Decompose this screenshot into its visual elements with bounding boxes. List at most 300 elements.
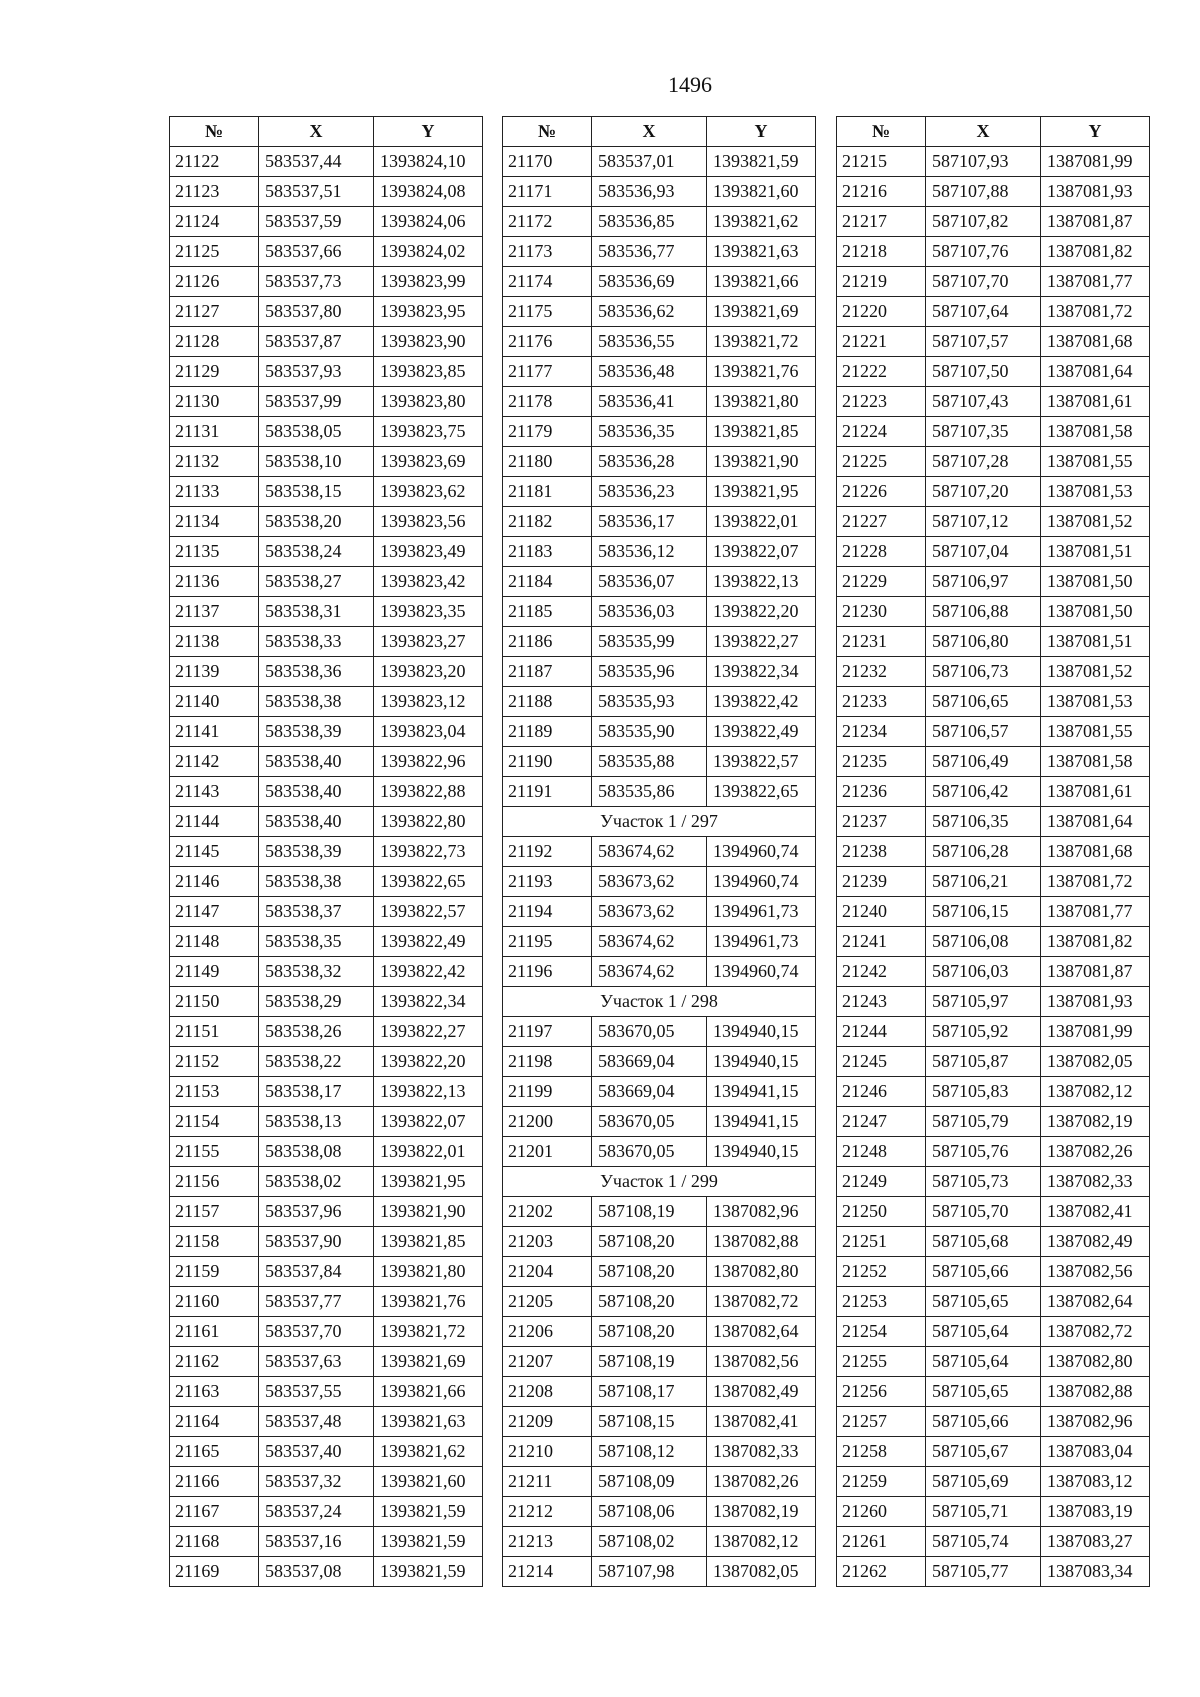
y-coordinate: 1387083,04 <box>1041 1437 1150 1467</box>
point-number: 21190 <box>503 747 592 777</box>
point-number: 21135 <box>170 537 259 567</box>
x-coordinate: 587106,49 <box>926 747 1041 777</box>
y-coordinate: 1393821,62 <box>374 1437 483 1467</box>
point-number: 21199 <box>503 1077 592 1107</box>
table-row <box>503 1317 816 1347</box>
table-row <box>503 567 816 597</box>
y-coordinate: 1393821,85 <box>707 417 816 447</box>
y-coordinate: 1387081,82 <box>1041 237 1150 267</box>
y-coordinate: 1387081,51 <box>1041 627 1150 657</box>
coordinate-tables <box>169 116 1169 1588</box>
section-title: Участок 1 / 299 <box>503 1167 816 1197</box>
x-coordinate: 587105,76 <box>926 1137 1041 1167</box>
x-coordinate: 587105,65 <box>926 1377 1041 1407</box>
point-number: 21168 <box>170 1527 259 1557</box>
x-coordinate: 587108,20 <box>592 1257 707 1287</box>
y-coordinate: 1393823,04 <box>374 717 483 747</box>
table-row <box>170 1107 483 1137</box>
point-number: 21222 <box>837 357 926 387</box>
point-number: 21260 <box>837 1497 926 1527</box>
point-number: 21224 <box>837 417 926 447</box>
point-number: 21156 <box>170 1167 259 1197</box>
table-row <box>503 1377 816 1407</box>
table-row <box>170 987 483 1017</box>
point-number: 21122 <box>170 147 259 177</box>
table-row <box>837 207 1150 237</box>
table-row <box>170 1497 483 1527</box>
table-row <box>503 237 816 267</box>
header-x: X <box>926 117 1041 147</box>
table-row <box>503 357 816 387</box>
table-row <box>837 657 1150 687</box>
table-row <box>837 777 1150 807</box>
y-coordinate: 1387081,99 <box>1041 147 1150 177</box>
point-number: 21141 <box>170 717 259 747</box>
x-coordinate: 587105,70 <box>926 1197 1041 1227</box>
x-coordinate: 583537,24 <box>259 1497 374 1527</box>
x-coordinate: 583538,33 <box>259 627 374 657</box>
x-coordinate: 583536,55 <box>592 327 707 357</box>
y-coordinate: 1393822,88 <box>374 777 483 807</box>
x-coordinate: 583536,17 <box>592 507 707 537</box>
table-row <box>170 747 483 777</box>
header-number: № <box>170 117 259 147</box>
point-number: 21176 <box>503 327 592 357</box>
x-coordinate: 587107,93 <box>926 147 1041 177</box>
x-coordinate: 587106,28 <box>926 837 1041 867</box>
table-row <box>170 507 483 537</box>
y-coordinate: 1393824,10 <box>374 147 483 177</box>
point-number: 21185 <box>503 597 592 627</box>
y-coordinate: 1393821,62 <box>707 207 816 237</box>
x-coordinate: 583535,99 <box>592 627 707 657</box>
point-number: 21139 <box>170 657 259 687</box>
table-row <box>837 1497 1150 1527</box>
y-coordinate: 1393822,01 <box>707 507 816 537</box>
point-number: 21201 <box>503 1137 592 1167</box>
y-coordinate: 1387083,12 <box>1041 1467 1150 1497</box>
table-row <box>837 297 1150 327</box>
y-coordinate: 1393823,75 <box>374 417 483 447</box>
x-coordinate: 583537,01 <box>592 147 707 177</box>
y-coordinate: 1387081,53 <box>1041 687 1150 717</box>
x-coordinate: 583537,16 <box>259 1527 374 1557</box>
point-number: 21197 <box>503 1017 592 1047</box>
point-number: 21244 <box>837 1017 926 1047</box>
point-number: 21249 <box>837 1167 926 1197</box>
x-coordinate: 583537,40 <box>259 1437 374 1467</box>
table-row <box>837 1197 1150 1227</box>
table-row <box>170 777 483 807</box>
table-row <box>837 687 1150 717</box>
x-coordinate: 587105,66 <box>926 1407 1041 1437</box>
x-coordinate: 587108,20 <box>592 1227 707 1257</box>
table-row <box>837 1377 1150 1407</box>
page-number: 1496 <box>668 72 712 97</box>
point-number: 21214 <box>503 1557 592 1587</box>
coordinate-table-1 <box>169 116 483 1587</box>
point-number: 21211 <box>503 1467 592 1497</box>
x-coordinate: 583538,40 <box>259 807 374 837</box>
table-row <box>503 777 816 807</box>
y-coordinate: 1387082,33 <box>707 1437 816 1467</box>
x-coordinate: 587105,66 <box>926 1257 1041 1287</box>
table-row <box>170 1317 483 1347</box>
point-number: 21196 <box>503 957 592 987</box>
point-number: 21223 <box>837 387 926 417</box>
point-number: 21160 <box>170 1287 259 1317</box>
y-coordinate: 1387082,72 <box>1041 1317 1150 1347</box>
y-coordinate: 1393822,73 <box>374 837 483 867</box>
x-coordinate: 583536,93 <box>592 177 707 207</box>
table-row <box>503 147 816 177</box>
table-row <box>170 207 483 237</box>
x-coordinate: 587106,42 <box>926 777 1041 807</box>
y-coordinate: 1393822,65 <box>707 777 816 807</box>
section-title: Участок 1 / 298 <box>503 987 816 1017</box>
point-number: 21182 <box>503 507 592 537</box>
x-coordinate: 587105,68 <box>926 1227 1041 1257</box>
y-coordinate: 1393821,76 <box>374 1287 483 1317</box>
point-number: 21123 <box>170 177 259 207</box>
point-number: 21213 <box>503 1527 592 1557</box>
x-coordinate: 587108,06 <box>592 1497 707 1527</box>
table-row <box>837 867 1150 897</box>
table-row <box>170 1377 483 1407</box>
y-coordinate: 1393821,63 <box>707 237 816 267</box>
table-row <box>170 1467 483 1497</box>
y-coordinate: 1393822,20 <box>707 597 816 627</box>
y-coordinate: 1393821,60 <box>374 1467 483 1497</box>
point-number: 21129 <box>170 357 259 387</box>
y-coordinate: 1394961,73 <box>707 927 816 957</box>
table-row <box>837 1557 1150 1587</box>
coordinate-table-2 <box>502 116 816 1587</box>
y-coordinate: 1393822,27 <box>374 1017 483 1047</box>
x-coordinate: 583536,23 <box>592 477 707 507</box>
x-coordinate: 583674,62 <box>592 837 707 867</box>
table-row <box>837 717 1150 747</box>
point-number: 21252 <box>837 1257 926 1287</box>
y-coordinate: 1393821,76 <box>707 357 816 387</box>
y-coordinate: 1387082,41 <box>707 1407 816 1437</box>
y-coordinate: 1394960,74 <box>707 867 816 897</box>
point-number: 21161 <box>170 1317 259 1347</box>
x-coordinate: 583537,08 <box>259 1557 374 1587</box>
table-header-row <box>503 117 816 147</box>
y-coordinate: 1387081,93 <box>1041 177 1150 207</box>
y-coordinate: 1387082,88 <box>1041 1377 1150 1407</box>
point-number: 21166 <box>170 1467 259 1497</box>
section-title: Участок 1 / 297 <box>503 807 816 837</box>
table-row <box>170 1527 483 1557</box>
x-coordinate: 587106,73 <box>926 657 1041 687</box>
y-coordinate: 1387081,87 <box>1041 957 1150 987</box>
point-number: 21155 <box>170 1137 259 1167</box>
table-row <box>837 1227 1150 1257</box>
x-coordinate: 583538,05 <box>259 417 374 447</box>
point-number: 21239 <box>837 867 926 897</box>
point-number: 21192 <box>503 837 592 867</box>
x-coordinate: 587105,71 <box>926 1497 1041 1527</box>
point-number: 21208 <box>503 1377 592 1407</box>
point-number: 21251 <box>837 1227 926 1257</box>
table-row <box>170 1257 483 1287</box>
x-coordinate: 583537,55 <box>259 1377 374 1407</box>
table-row <box>503 1497 816 1527</box>
point-number: 21231 <box>837 627 926 657</box>
y-coordinate: 1393824,06 <box>374 207 483 237</box>
x-coordinate: 583537,48 <box>259 1407 374 1437</box>
x-coordinate: 587108,15 <box>592 1407 707 1437</box>
y-coordinate: 1387082,12 <box>1041 1077 1150 1107</box>
table-header-row <box>837 117 1150 147</box>
point-number: 21136 <box>170 567 259 597</box>
x-coordinate: 583535,88 <box>592 747 707 777</box>
table-row <box>170 897 483 927</box>
table-row <box>503 1467 816 1497</box>
table-row <box>170 297 483 327</box>
table-row <box>837 927 1150 957</box>
header-number: № <box>503 117 592 147</box>
y-coordinate: 1393822,96 <box>374 747 483 777</box>
x-coordinate: 583537,44 <box>259 147 374 177</box>
table-row <box>837 357 1150 387</box>
table-row <box>837 1317 1150 1347</box>
y-coordinate: 1393822,27 <box>707 627 816 657</box>
point-number: 21167 <box>170 1497 259 1527</box>
x-coordinate: 583537,66 <box>259 237 374 267</box>
y-coordinate: 1387083,27 <box>1041 1527 1150 1557</box>
table-row <box>170 147 483 177</box>
x-coordinate: 583536,12 <box>592 537 707 567</box>
table-row <box>503 657 816 687</box>
x-coordinate: 583536,77 <box>592 237 707 267</box>
point-number: 21233 <box>837 687 926 717</box>
x-coordinate: 583674,62 <box>592 957 707 987</box>
y-coordinate: 1393821,95 <box>707 477 816 507</box>
point-number: 21203 <box>503 1227 592 1257</box>
table-row <box>837 747 1150 777</box>
y-coordinate: 1394941,15 <box>707 1077 816 1107</box>
x-coordinate: 583538,31 <box>259 597 374 627</box>
table-row <box>170 627 483 657</box>
table-row <box>170 1077 483 1107</box>
table-row <box>170 1557 483 1587</box>
x-coordinate: 587106,57 <box>926 717 1041 747</box>
x-coordinate: 583536,35 <box>592 417 707 447</box>
table-row <box>503 867 816 897</box>
section-row <box>503 1167 816 1197</box>
y-coordinate: 1393821,85 <box>374 1227 483 1257</box>
y-coordinate: 1393822,42 <box>374 957 483 987</box>
x-coordinate: 583538,22 <box>259 1047 374 1077</box>
x-coordinate: 587107,43 <box>926 387 1041 417</box>
point-number: 21164 <box>170 1407 259 1437</box>
point-number: 21188 <box>503 687 592 717</box>
x-coordinate: 587108,20 <box>592 1317 707 1347</box>
x-coordinate: 587107,12 <box>926 507 1041 537</box>
table-row <box>170 1197 483 1227</box>
point-number: 21200 <box>503 1107 592 1137</box>
y-coordinate: 1393822,07 <box>374 1107 483 1137</box>
point-number: 21257 <box>837 1407 926 1437</box>
y-coordinate: 1393822,49 <box>374 927 483 957</box>
y-coordinate: 1393823,27 <box>374 627 483 657</box>
y-coordinate: 1387081,77 <box>1041 267 1150 297</box>
table-row <box>837 987 1150 1017</box>
table-row <box>170 477 483 507</box>
x-coordinate: 583537,90 <box>259 1227 374 1257</box>
point-number: 21198 <box>503 1047 592 1077</box>
point-number: 21138 <box>170 627 259 657</box>
y-coordinate: 1387081,61 <box>1041 777 1150 807</box>
point-number: 21248 <box>837 1137 926 1167</box>
table-row <box>170 837 483 867</box>
x-coordinate: 587105,64 <box>926 1317 1041 1347</box>
point-number: 21237 <box>837 807 926 837</box>
point-number: 21258 <box>837 1437 926 1467</box>
x-coordinate: 583535,96 <box>592 657 707 687</box>
header-number: № <box>837 117 926 147</box>
point-number: 21158 <box>170 1227 259 1257</box>
table-row <box>837 1437 1150 1467</box>
point-number: 21242 <box>837 957 926 987</box>
point-number: 21255 <box>837 1347 926 1377</box>
x-coordinate: 583537,32 <box>259 1467 374 1497</box>
table-row <box>170 1407 483 1437</box>
point-number: 21247 <box>837 1107 926 1137</box>
x-coordinate: 587107,76 <box>926 237 1041 267</box>
y-coordinate: 1393821,69 <box>707 297 816 327</box>
point-number: 21259 <box>837 1467 926 1497</box>
y-coordinate: 1387081,68 <box>1041 327 1150 357</box>
table-row <box>837 1467 1150 1497</box>
table-row <box>837 417 1150 447</box>
x-coordinate: 587106,03 <box>926 957 1041 987</box>
y-coordinate: 1393821,59 <box>374 1497 483 1527</box>
point-number: 21181 <box>503 477 592 507</box>
x-coordinate: 587105,87 <box>926 1047 1041 1077</box>
x-coordinate: 587108,12 <box>592 1437 707 1467</box>
point-number: 21220 <box>837 297 926 327</box>
y-coordinate: 1387081,55 <box>1041 717 1150 747</box>
y-coordinate: 1387082,96 <box>707 1197 816 1227</box>
point-number: 21195 <box>503 927 592 957</box>
point-number: 21137 <box>170 597 259 627</box>
y-coordinate: 1387081,55 <box>1041 447 1150 477</box>
x-coordinate: 583538,15 <box>259 477 374 507</box>
y-coordinate: 1387082,26 <box>1041 1137 1150 1167</box>
x-coordinate: 587105,83 <box>926 1077 1041 1107</box>
table-row <box>837 1287 1150 1317</box>
x-coordinate: 583673,62 <box>592 897 707 927</box>
y-coordinate: 1393822,49 <box>707 717 816 747</box>
x-coordinate: 587106,21 <box>926 867 1041 897</box>
x-coordinate: 583537,93 <box>259 357 374 387</box>
x-coordinate: 583670,05 <box>592 1107 707 1137</box>
point-number: 21174 <box>503 267 592 297</box>
point-number: 21217 <box>837 207 926 237</box>
x-coordinate: 583538,38 <box>259 687 374 717</box>
y-coordinate: 1387082,88 <box>707 1227 816 1257</box>
point-number: 21232 <box>837 657 926 687</box>
y-coordinate: 1387082,12 <box>707 1527 816 1557</box>
table-row <box>837 477 1150 507</box>
x-coordinate: 583536,85 <box>592 207 707 237</box>
x-coordinate: 583535,93 <box>592 687 707 717</box>
y-coordinate: 1387081,64 <box>1041 357 1150 387</box>
x-coordinate: 587105,77 <box>926 1557 1041 1587</box>
table-row <box>503 447 816 477</box>
x-coordinate: 583538,40 <box>259 747 374 777</box>
y-coordinate: 1393822,42 <box>707 687 816 717</box>
x-coordinate: 583674,62 <box>592 927 707 957</box>
table-row <box>503 1437 816 1467</box>
y-coordinate: 1393823,20 <box>374 657 483 687</box>
table-row <box>170 1347 483 1377</box>
x-coordinate: 587105,92 <box>926 1017 1041 1047</box>
x-coordinate: 583537,80 <box>259 297 374 327</box>
point-number: 21250 <box>837 1197 926 1227</box>
point-number: 21132 <box>170 447 259 477</box>
y-coordinate: 1393823,35 <box>374 597 483 627</box>
table-row <box>170 1227 483 1257</box>
table-row <box>503 1287 816 1317</box>
x-coordinate: 587106,08 <box>926 927 1041 957</box>
x-coordinate: 583673,62 <box>592 867 707 897</box>
x-coordinate: 583538,17 <box>259 1077 374 1107</box>
x-coordinate: 587108,17 <box>592 1377 707 1407</box>
table-row <box>170 237 483 267</box>
point-number: 21207 <box>503 1347 592 1377</box>
y-coordinate: 1393822,13 <box>374 1077 483 1107</box>
y-coordinate: 1393821,72 <box>374 1317 483 1347</box>
point-number: 21262 <box>837 1557 926 1587</box>
point-number: 21253 <box>837 1287 926 1317</box>
point-number: 21151 <box>170 1017 259 1047</box>
point-number: 21146 <box>170 867 259 897</box>
x-coordinate: 583535,86 <box>592 777 707 807</box>
y-coordinate: 1387081,52 <box>1041 507 1150 537</box>
table-row <box>503 1077 816 1107</box>
point-number: 21230 <box>837 597 926 627</box>
point-number: 21149 <box>170 957 259 987</box>
y-coordinate: 1393821,90 <box>374 1197 483 1227</box>
y-coordinate: 1393823,85 <box>374 357 483 387</box>
point-number: 21202 <box>503 1197 592 1227</box>
x-coordinate: 587105,64 <box>926 1347 1041 1377</box>
point-number: 21179 <box>503 417 592 447</box>
point-number: 21209 <box>503 1407 592 1437</box>
point-number: 21183 <box>503 537 592 567</box>
x-coordinate: 583537,73 <box>259 267 374 297</box>
y-coordinate: 1387081,53 <box>1041 477 1150 507</box>
point-number: 21159 <box>170 1257 259 1287</box>
y-coordinate: 1393821,63 <box>374 1407 483 1437</box>
point-number: 21152 <box>170 1047 259 1077</box>
y-coordinate: 1393822,13 <box>707 567 816 597</box>
point-number: 21134 <box>170 507 259 537</box>
point-number: 21184 <box>503 567 592 597</box>
y-coordinate: 1387081,50 <box>1041 597 1150 627</box>
point-number: 21234 <box>837 717 926 747</box>
table-row <box>170 657 483 687</box>
table-row <box>837 837 1150 867</box>
table-row <box>170 447 483 477</box>
y-coordinate: 1387081,58 <box>1041 747 1150 777</box>
table-row <box>503 717 816 747</box>
